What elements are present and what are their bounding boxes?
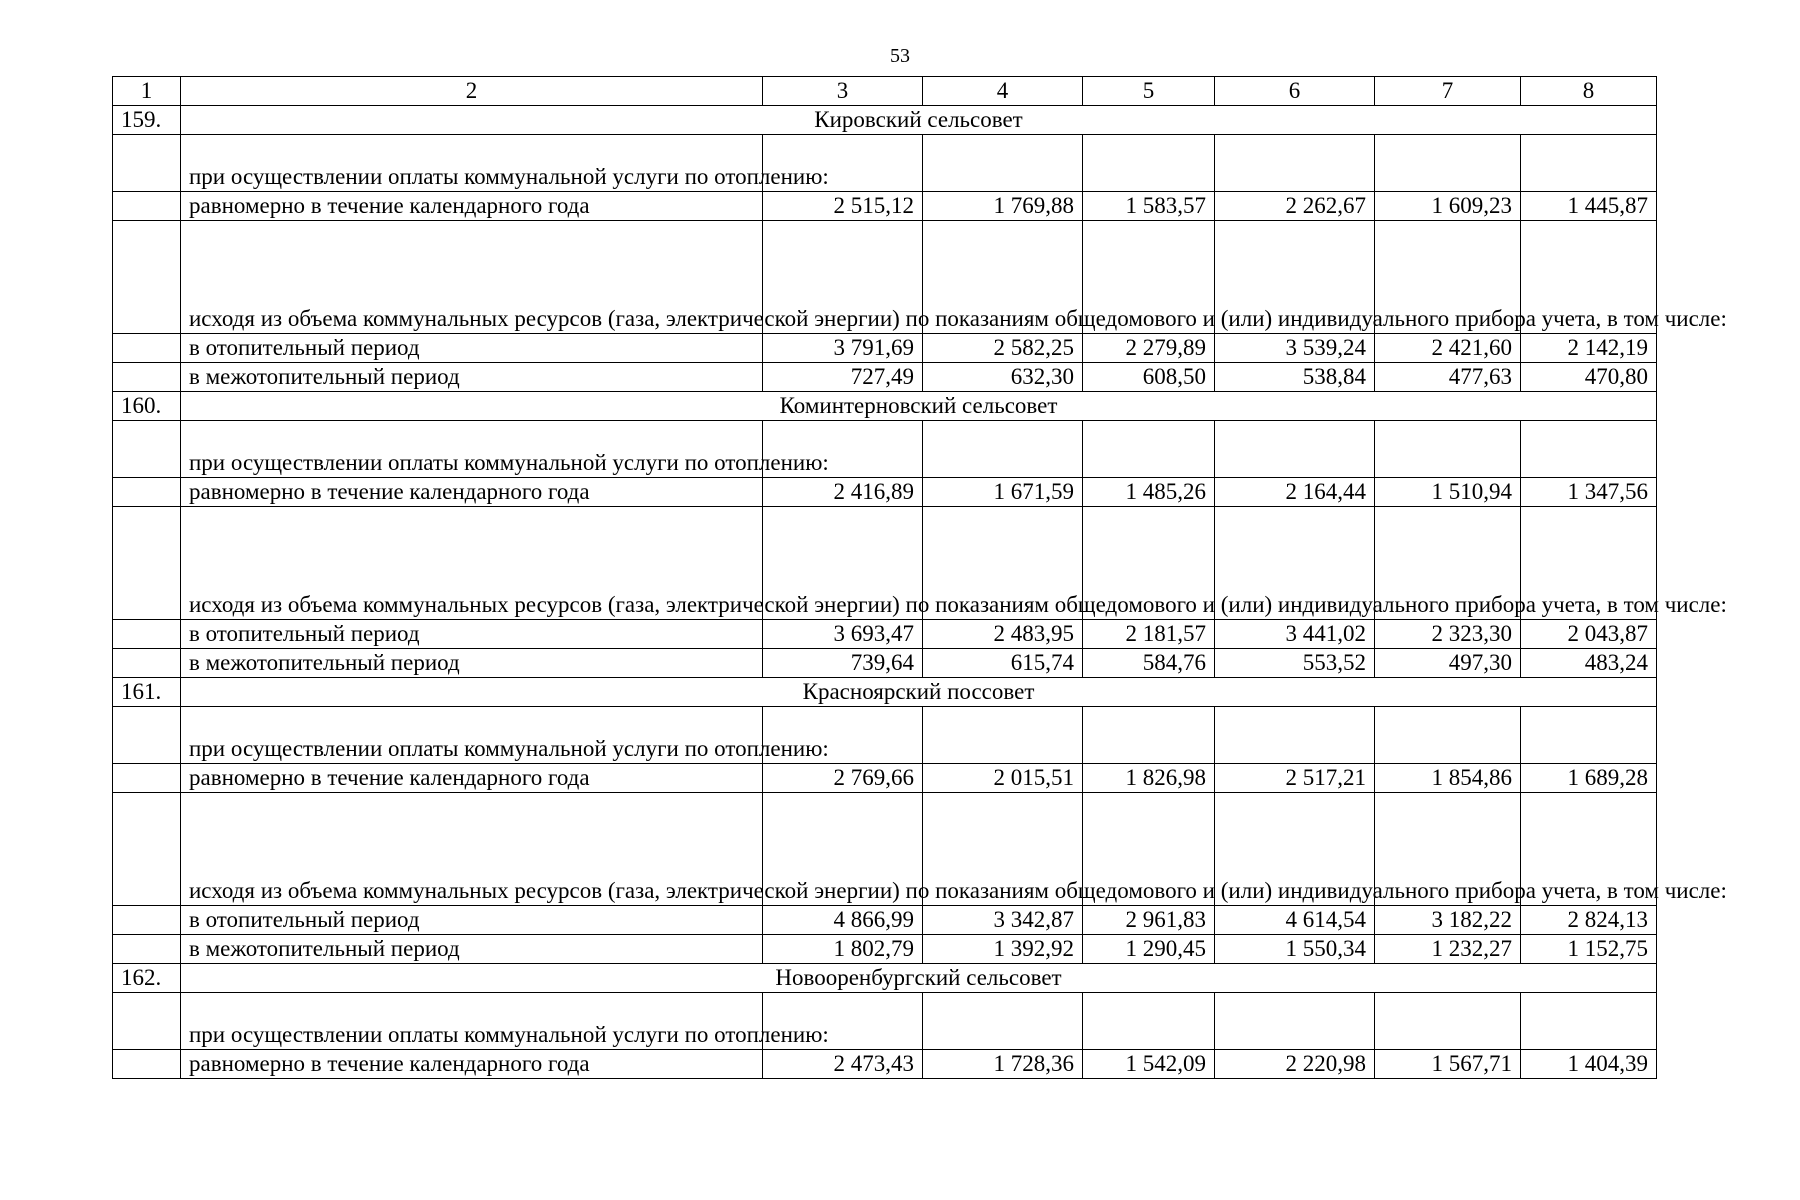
index-cell <box>113 192 181 221</box>
value-cell: 727,49 <box>763 363 923 392</box>
section-title: Красноярский поссовет <box>181 678 1657 707</box>
value-cell: 1 671,59 <box>923 478 1083 507</box>
section-header-row <box>113 964 1657 993</box>
index-cell <box>113 935 181 964</box>
value-cell <box>1375 135 1521 192</box>
section-title: Кировский сельсовет <box>181 106 1657 135</box>
value-cell: 470,80 <box>1521 363 1657 392</box>
row-label: равномерно в течение календарного года <box>181 764 763 793</box>
table-row <box>113 192 1657 221</box>
value-cell: 3 791,69 <box>763 334 923 363</box>
index-cell <box>113 906 181 935</box>
tariff-table <box>112 76 1727 1079</box>
value-cell: 1 290,45 <box>1083 935 1215 964</box>
header-cell: 5 <box>1083 77 1215 106</box>
value-cell <box>1215 421 1375 478</box>
value-cell: 477,63 <box>1375 363 1521 392</box>
index-cell <box>113 1050 181 1079</box>
value-cell: 1 445,87 <box>1521 192 1657 221</box>
value-cell: 2 483,95 <box>923 620 1083 649</box>
value-cell: 2 323,30 <box>1375 620 1521 649</box>
row-label: в межотопительный период <box>181 649 763 678</box>
index-cell <box>113 793 181 906</box>
index-cell <box>113 478 181 507</box>
value-cell <box>1521 135 1657 192</box>
value-cell: 1 826,98 <box>1083 764 1215 793</box>
value-cell <box>1215 707 1375 764</box>
value-cell <box>1521 707 1657 764</box>
row-label: равномерно в течение календарного года <box>181 478 763 507</box>
value-cell: 3 693,47 <box>763 620 923 649</box>
value-cell: 2 043,87 <box>1521 620 1657 649</box>
value-cell: 2 473,43 <box>763 1050 923 1079</box>
value-cell: 1 404,39 <box>1521 1050 1657 1079</box>
value-cell <box>1083 421 1215 478</box>
row-label: исходя из объема коммунальных ресурсов (газа, электрической энергии) по показаниям общедомового и (или) индивидуального прибора учета, в том числе: <box>181 793 763 906</box>
value-cell: 2 015,51 <box>923 764 1083 793</box>
page-number: 53 <box>890 45 910 67</box>
value-cell <box>923 421 1083 478</box>
row-label: при осуществлении оплаты коммунальной услуги по отоплению: <box>181 707 763 764</box>
row-label: равномерно в течение календарного года <box>181 1050 763 1079</box>
value-cell: 1 347,56 <box>1521 478 1657 507</box>
table-row <box>113 363 1657 392</box>
value-cell: 2 515,12 <box>763 192 923 221</box>
header-cell: 4 <box>923 77 1083 106</box>
header-cell: 6 <box>1215 77 1375 106</box>
table-row <box>113 620 1657 649</box>
index-cell <box>113 507 181 620</box>
section-title: Коминтерновский сельсовет <box>181 392 1657 421</box>
value-cell: 1 392,92 <box>923 935 1083 964</box>
value-cell <box>1521 993 1657 1050</box>
row-label: в межотопительный период <box>181 935 763 964</box>
row-label: в отопительный период <box>181 334 763 363</box>
header-cell: 8 <box>1521 77 1657 106</box>
value-cell: 1 232,27 <box>1375 935 1521 964</box>
value-cell: 1 802,79 <box>763 935 923 964</box>
section-title: Новооренбургский сельсовет <box>181 964 1657 993</box>
table-row <box>113 221 1657 334</box>
row-label: в отопительный период <box>181 620 763 649</box>
value-cell: 3 342,87 <box>923 906 1083 935</box>
section-index: 161. <box>113 678 181 707</box>
value-cell: 2 262,67 <box>1215 192 1375 221</box>
value-cell <box>1375 993 1521 1050</box>
value-cell <box>1215 993 1375 1050</box>
value-cell: 3 441,02 <box>1215 620 1375 649</box>
value-cell: 615,74 <box>923 649 1083 678</box>
index-cell <box>113 649 181 678</box>
value-cell: 1 550,34 <box>1215 935 1375 964</box>
section-index: 162. <box>113 964 181 993</box>
index-cell <box>113 764 181 793</box>
value-cell: 2 279,89 <box>1083 334 1215 363</box>
header-row <box>113 77 1657 106</box>
value-cell: 4 866,99 <box>763 906 923 935</box>
value-cell <box>1375 707 1521 764</box>
index-cell <box>113 620 181 649</box>
value-cell: 1 769,88 <box>923 192 1083 221</box>
row-label: исходя из объема коммунальных ресурсов (газа, электрической энергии) по показаниям общедомового и (или) индивидуального прибора учета, в том числе: <box>181 507 763 620</box>
value-cell: 1 728,36 <box>923 1050 1083 1079</box>
value-cell: 2 181,57 <box>1083 620 1215 649</box>
index-cell <box>113 334 181 363</box>
index-cell <box>113 421 181 478</box>
value-cell: 1 567,71 <box>1375 1050 1521 1079</box>
section-index: 159. <box>113 106 181 135</box>
table-row <box>113 1050 1657 1079</box>
row-label: при осуществлении оплаты коммунальной услуги по отоплению: <box>181 993 763 1050</box>
value-cell <box>1083 993 1215 1050</box>
index-cell <box>113 135 181 192</box>
value-cell <box>923 707 1083 764</box>
header-cell: 7 <box>1375 77 1521 106</box>
value-cell: 2 421,60 <box>1375 334 1521 363</box>
table-row <box>113 906 1657 935</box>
section-header-row <box>113 106 1657 135</box>
table-row <box>113 935 1657 964</box>
value-cell: 2 824,13 <box>1521 906 1657 935</box>
header-cell: 1 <box>113 77 181 106</box>
value-cell: 632,30 <box>923 363 1083 392</box>
value-cell: 3 539,24 <box>1215 334 1375 363</box>
row-label: в отопительный период <box>181 906 763 935</box>
value-cell: 1 485,26 <box>1083 478 1215 507</box>
table-row <box>113 649 1657 678</box>
table-row <box>113 334 1657 363</box>
value-cell <box>923 135 1083 192</box>
table-row <box>113 135 1657 192</box>
value-cell <box>1083 707 1215 764</box>
value-cell: 2 582,25 <box>923 334 1083 363</box>
row-label: в межотопительный период <box>181 363 763 392</box>
header-cell: 2 <box>181 77 763 106</box>
table-row <box>113 793 1657 906</box>
value-cell <box>1083 135 1215 192</box>
value-cell: 1 542,09 <box>1083 1050 1215 1079</box>
value-cell: 3 182,22 <box>1375 906 1521 935</box>
row-label: равномерно в течение календарного года <box>181 192 763 221</box>
value-cell <box>1215 135 1375 192</box>
value-cell: 483,24 <box>1521 649 1657 678</box>
value-cell <box>1375 421 1521 478</box>
row-label: исходя из объема коммунальных ресурсов (газа, электрической энергии) по показаниям общедомового и (или) индивидуального прибора учета, в том числе: <box>181 221 763 334</box>
value-cell: 4 614,54 <box>1215 906 1375 935</box>
index-cell <box>113 707 181 764</box>
header-cell: 3 <box>763 77 923 106</box>
index-cell <box>113 363 181 392</box>
table-row <box>113 507 1657 620</box>
value-cell: 1 510,94 <box>1375 478 1521 507</box>
table-row <box>113 764 1657 793</box>
value-cell <box>1521 421 1657 478</box>
row-label: при осуществлении оплаты коммунальной услуги по отоплению: <box>181 421 763 478</box>
table-row <box>113 421 1657 478</box>
row-label: при осуществлении оплаты коммунальной услуги по отоплению: <box>181 135 763 192</box>
value-cell: 1 583,57 <box>1083 192 1215 221</box>
value-cell: 2 142,19 <box>1521 334 1657 363</box>
value-cell: 2 164,44 <box>1215 478 1375 507</box>
value-cell: 553,52 <box>1215 649 1375 678</box>
section-header-row <box>113 392 1657 421</box>
value-cell: 608,50 <box>1083 363 1215 392</box>
value-cell: 2 220,98 <box>1215 1050 1375 1079</box>
value-cell: 2 769,66 <box>763 764 923 793</box>
value-cell: 739,64 <box>763 649 923 678</box>
value-cell <box>923 993 1083 1050</box>
value-cell: 2 416,89 <box>763 478 923 507</box>
section-index: 160. <box>113 392 181 421</box>
value-cell: 497,30 <box>1375 649 1521 678</box>
value-cell: 1 689,28 <box>1521 764 1657 793</box>
table-row <box>113 707 1657 764</box>
value-cell: 538,84 <box>1215 363 1375 392</box>
index-cell <box>113 993 181 1050</box>
value-cell: 2 517,21 <box>1215 764 1375 793</box>
section-header-row <box>113 678 1657 707</box>
value-cell: 2 961,83 <box>1083 906 1215 935</box>
value-cell: 1 152,75 <box>1521 935 1657 964</box>
value-cell: 584,76 <box>1083 649 1215 678</box>
value-cell: 1 854,86 <box>1375 764 1521 793</box>
table-row <box>113 993 1657 1050</box>
value-cell: 1 609,23 <box>1375 192 1521 221</box>
table-row <box>113 478 1657 507</box>
table-body <box>113 77 1727 1079</box>
index-cell <box>113 221 181 334</box>
